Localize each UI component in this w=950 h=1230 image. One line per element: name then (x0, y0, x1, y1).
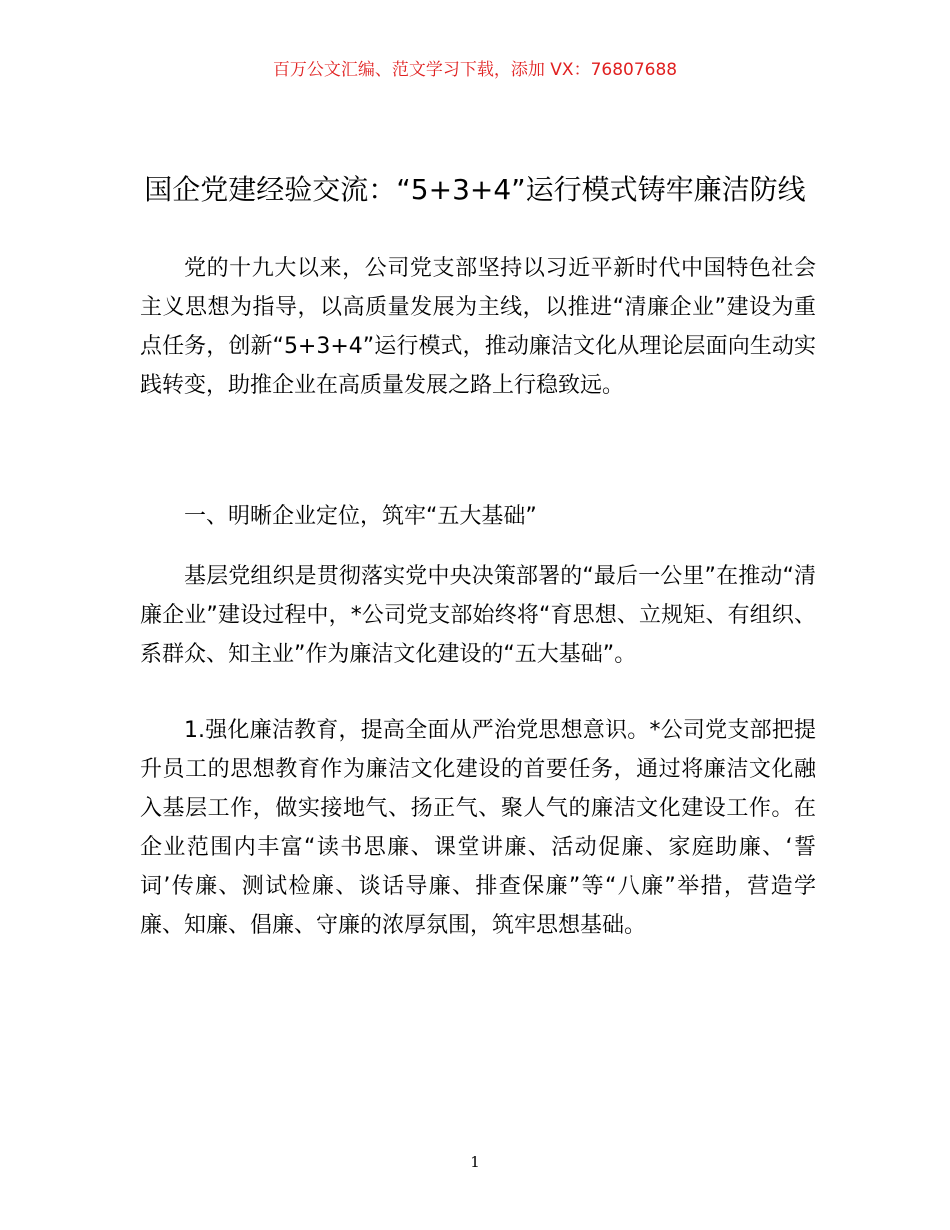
body-paragraph: 1.强化廉洁教育，提高全面从严治党思想意识。*公司党支部把提升员工的思想教育作为廉洁文化建设的首要任务，通过将廉洁文化融入基层工作，做实接地气、扬正气、聚人气的廉洁文化建设工作。在企业范围内丰富“读书思廉、课堂讲廉、活动促廉、家庭助廉、‘誓词’传廉、测试检廉、谈话导廉、排查保廉”等“八廉”举措，营造学廉、知廉、倡廉、守廉的浓厚氛围，筑牢思想基础。 (140, 718, 816, 938)
section-heading: 一、明晰企业定位，筑牢“五大基础” (184, 504, 537, 529)
intro-paragraph: 党的十九大以来，公司党支部坚持以习近平新时代中国特色社会主义思想为指导，以高质量发展为主线，以推进“清廉企业”建设为重点任务，创新“5+3+4”运行模式，推动廉洁文化从理论层面向生动实践转变，助推企业在高质量发展之路上行稳致远。 (140, 256, 816, 398)
page-number: 1 (470, 1153, 480, 1171)
document-title: 国企党建经验交流：“5+3+4”运行模式铸牢廉洁防线 (144, 173, 806, 206)
body-paragraph: 基层党组织是贯彻落实党中央决策部署的“最后一公里”在推动“清廉企业”建设过程中，*公司党支部始终将“育思想、立规矩、有组织、系群众、知主业”作为廉洁文化建设的“五大基础”。 (140, 564, 816, 667)
promo-header: 百万公文汇编、范文学习下载，添加 VX：76807688 (272, 60, 678, 80)
